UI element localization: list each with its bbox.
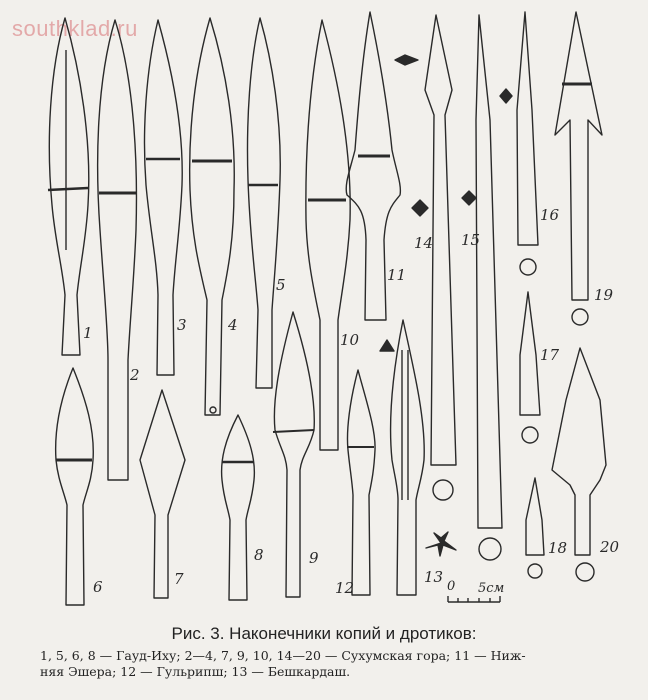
- spearhead-4: [190, 18, 235, 415]
- spearhead-20: [552, 348, 606, 555]
- spearhead-2: [98, 20, 137, 480]
- spearhead-1: [49, 18, 88, 355]
- section-trefoil-13: [426, 532, 456, 556]
- label-3: 3: [177, 316, 187, 334]
- label-10: 10: [340, 331, 360, 349]
- spearhead-10: [306, 20, 350, 450]
- label-20: 20: [600, 538, 620, 556]
- scale-zero: 0: [447, 579, 456, 594]
- label-13: 13: [424, 568, 444, 586]
- spearhead-16: [517, 12, 538, 245]
- label-4: 4: [228, 316, 238, 334]
- caption-line-1: 1, 5, 6, 8 — Гауд-Иху; 2—4, 7, 9, 10, 14—20 — Сухумская гора; 11 — Ниж-: [40, 648, 526, 663]
- section-diamond-15: [462, 191, 476, 205]
- label-12: 12: [335, 579, 355, 597]
- figure-caption-title: Рис. 3. Наконечники копий и дротиков:: [171, 624, 477, 643]
- section-diamond-16: [500, 89, 512, 103]
- section-diamond-14: [395, 55, 418, 65]
- section-ring-18: [528, 564, 542, 578]
- label-15: 15: [461, 231, 481, 249]
- label-14: 14: [414, 234, 434, 252]
- section-ring-20: [576, 563, 594, 581]
- section-diamond-14b: [412, 200, 428, 216]
- watermark: southklad.ru: [12, 16, 138, 41]
- spearhead-17: [520, 292, 540, 415]
- spearhead-19: [555, 12, 602, 300]
- spearhead-6: [56, 368, 94, 605]
- spearhead-5: [248, 18, 281, 388]
- label-5: 5: [276, 276, 286, 294]
- label-9: 9: [309, 549, 319, 567]
- spearhead-8: [222, 415, 255, 600]
- section-ring-19: [572, 309, 588, 325]
- spearhead-12: [347, 370, 375, 595]
- spearhead-15: [476, 15, 502, 528]
- spearhead-18: [526, 478, 544, 555]
- label-7: 7: [174, 570, 184, 588]
- section-triangle-13: [380, 340, 394, 351]
- section-ring-15: [479, 538, 501, 560]
- spearhead-7: [140, 390, 185, 598]
- label-6: 6: [93, 578, 103, 596]
- label-19: 19: [594, 286, 614, 304]
- section-ring-14: [433, 480, 453, 500]
- section-ring-17: [522, 427, 538, 443]
- caption-line-2: няя Эшера; 12 — Гульрипш; 13 — Бешкардаш.: [40, 664, 351, 679]
- label-1: 1: [83, 324, 93, 342]
- section-ring-16: [520, 259, 536, 275]
- scale-end: 5см: [478, 581, 505, 596]
- label-2: 2: [130, 366, 140, 384]
- figure-caption-body: [40, 648, 620, 680]
- label-17: 17: [540, 346, 560, 364]
- label-16: 16: [540, 206, 560, 224]
- label-18: 18: [548, 539, 568, 557]
- label-11: 11: [387, 266, 407, 284]
- label-8: 8: [254, 546, 264, 564]
- scale-bar: [448, 596, 500, 602]
